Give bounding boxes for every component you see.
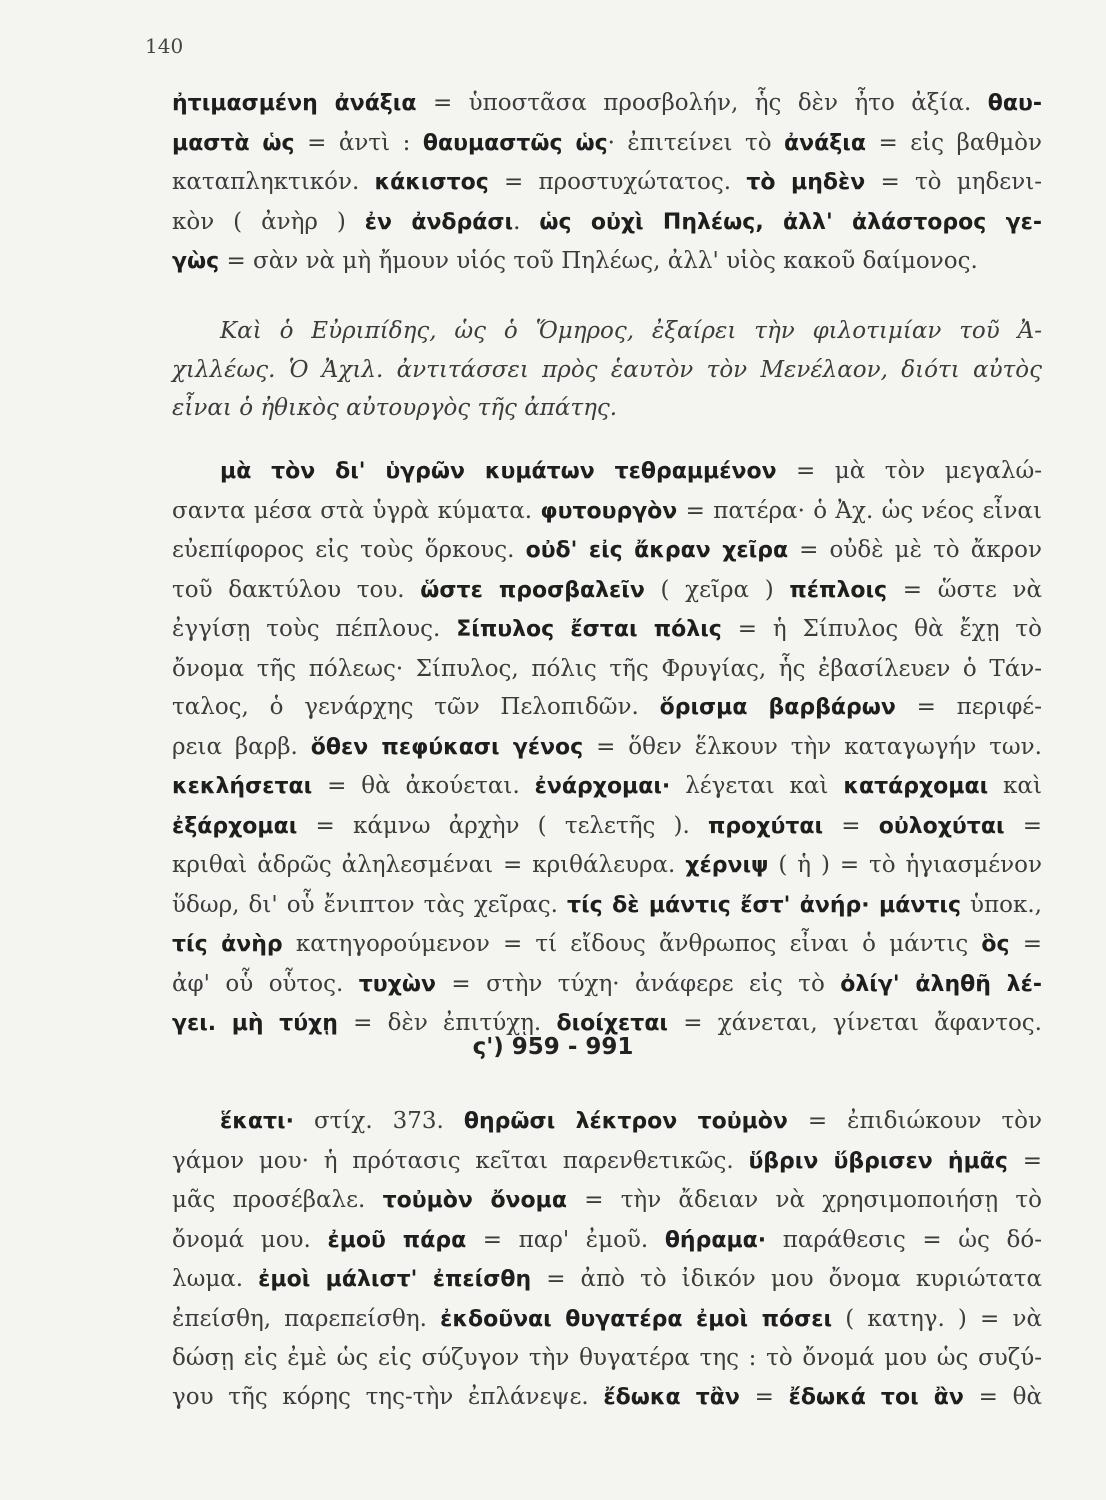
gloss-text: εὐεπίφορος εἰς τοὺς ὅρκους.: [172, 537, 526, 563]
gloss-text: ὑποκ.,: [961, 891, 1042, 918]
gloss-text: τοῦ δακτύλου του.: [172, 576, 421, 603]
gloss-text: = ἐπιδιώκουν τὸν: [787, 1108, 1043, 1134]
gloss-text: λέγεται καὶ: [670, 773, 844, 799]
lemma-term: θήραμα·: [664, 1227, 767, 1253]
section-heading: ς') 959 - 991: [472, 1034, 634, 1060]
lemma-term: ἔδωκα τἂν: [603, 1384, 740, 1410]
gloss-text: δώσῃ εἰς ἐμὲ ὡς εἰς σύζυγον τὴν θυγατέρα της : τὸ ὄνομά μου ὡς συζύ-: [172, 1345, 1042, 1371]
gloss-text: = οὐδὲ μὲ τὸ ἄκρον: [788, 537, 1042, 563]
text-line: [172, 610, 1042, 650]
lemma-term: ἐξάρχομαι: [172, 813, 298, 839]
gloss-text: κατηγορούμενον = τί εἴδους ἄνθρωπος εἶναι ὁ μάντις: [282, 931, 982, 957]
gloss-text: ρεια βαρβ.: [172, 733, 311, 760]
lemma-term: οὐδ' εἰς ἄκραν χεῖρα: [525, 538, 789, 563]
lemma-term: μὰ τὸν δι' ὑγρῶν κυμάτων τεθραμμένον: [220, 459, 777, 484]
gloss-text: = κάμνω ἀρχὴν ( τελετῆς ).: [297, 812, 709, 839]
text-line: [172, 650, 1042, 689]
lemma-term: Σίπυλος ἔσται πόλις: [456, 617, 722, 642]
lemma-term: ὕβριν ὕβρισεν ἡμᾶς: [748, 1148, 1008, 1174]
lemma-term: ὅρισμα βαρβάρων: [659, 695, 896, 720]
gloss-text: = τὸ μηδενι-: [865, 169, 1042, 195]
gloss-text: λωμα.: [172, 1266, 259, 1292]
gloss-text: ( χεῖρα ): [644, 576, 790, 603]
text-line: [172, 807, 1042, 847]
text-line: Καὶ ὁ Εὐριπίδης, ὡς ὁ Ὅμηρος, ἐξαίρει τὴν φιλοτιμίαν τοῦ Ἀ-: [220, 318, 1042, 344]
gloss-text: μᾶς προσέβαλε.: [172, 1187, 383, 1213]
gloss-text: γου τῆς κόρης της-τὴν ἐπλάνεψε.: [172, 1383, 604, 1410]
paragraph-commentary: [172, 312, 1042, 428]
text-line: [172, 846, 1042, 886]
text-line: [172, 767, 1042, 807]
text-line: [172, 1300, 1042, 1340]
lemma-term: θαυμαστῶς ὡς: [422, 130, 608, 156]
lemma-term: ἔδωκά τοι ἂν: [788, 1384, 964, 1410]
gloss-text: = ὑποστᾶσα προσβολήν, ἧς δὲν ἦτο ἀξία.: [416, 90, 988, 116]
lemma-term: διοίχεται: [556, 1011, 669, 1036]
lemma-term: ἐν ἀνδράσι: [364, 209, 514, 235]
gloss-text: = στὴν τύχη· ἀνάφερε εἰς τὸ: [435, 970, 841, 997]
text-line: [172, 886, 1042, 926]
lemma-term: τυχὼν: [358, 971, 436, 997]
gloss-text: καὶ: [988, 773, 1042, 799]
gloss-text: = περιφέ-: [895, 694, 1042, 720]
gloss-text: =: [1007, 1147, 1042, 1174]
lemma-term: μαστὰ ὡς: [172, 130, 295, 156]
gloss-text: γάμον μου· ἡ πρότασις κεῖται παρενθετικῶς.: [172, 1147, 749, 1174]
paragraph-glossary-1: [172, 84, 1042, 282]
text-line: [172, 1102, 1042, 1142]
text-line: [172, 728, 1042, 768]
gloss-text: σαντα μέσα στὰ ὑγρὰ κύματα.: [172, 497, 541, 524]
lemma-term: κεκλήσεται: [172, 774, 313, 799]
gloss-text: = παρ' ἐμοῦ.: [466, 1226, 665, 1253]
text-line: εἶναι ὁ ἠθικὸς αὐτουργὸς τῆς ἀπάτης.: [172, 395, 618, 421]
lemma-term: ἐνάρχομαι·: [534, 774, 671, 799]
gloss-text: = θὰ: [963, 1383, 1042, 1410]
gloss-text: στίχ. 373.: [293, 1108, 464, 1134]
gloss-text: = σὰν νὰ μὴ ἤμουν υἱός τοῦ Πηλέως, ἀλλ' υἱὸς κακοῦ δαίμονος.: [219, 248, 978, 274]
lemma-term: ἐμοῦ πάρα: [327, 1227, 467, 1253]
gloss-text: .: [513, 208, 540, 235]
text-line: [172, 965, 1042, 1005]
lemma-term: ὥστε προσβαλεῖν: [420, 577, 645, 603]
lemma-term: ἀνάξια: [784, 130, 866, 156]
lemma-term: ἐκδοῦναι θυγατέρα ἐμοὶ πόσει: [440, 1306, 833, 1332]
gloss-text: κριθαὶ ἁδρῶς ἀληλεσμέναι = κριθάλευρα.: [172, 852, 686, 878]
gloss-text: καταπληκτικόν.: [172, 169, 375, 195]
lemma-term: ὃς: [981, 932, 1010, 957]
text-line: [172, 124, 1042, 164]
lemma-term: πέπλοις: [789, 577, 888, 603]
lemma-term: ἠτιμασμένη ἀνάξια: [172, 91, 417, 116]
gloss-text: = εἰς βαθμὸν: [865, 129, 1042, 156]
lemma-term: ὅθεν πεφύκασι γένος: [310, 734, 584, 760]
text-line: [172, 571, 1042, 611]
gloss-text: κὸν ( ἀνὴρ ): [172, 208, 365, 235]
gloss-text: ( ἡ ) = τὸ ἡγιασμένον: [768, 852, 1042, 878]
text-line: [172, 242, 1042, 282]
text-line: [172, 1221, 1042, 1261]
gloss-text: παράθεσις = ὡς δό-: [766, 1226, 1042, 1253]
text-line: [172, 1181, 1042, 1221]
lemma-term: τίς ἀνὴρ: [172, 932, 283, 957]
lemma-term: ἕκατι·: [220, 1109, 294, 1134]
text-line: [172, 84, 1042, 124]
gloss-text: ταλος, ὁ γενάρχης τῶν Πελοπιδῶν.: [172, 694, 660, 720]
lemma-term: γει. μὴ τύχῃ: [172, 1011, 338, 1036]
gloss-text: · ἐπιτείνει τὸ: [607, 129, 785, 156]
gloss-text: ( κατηγ. ) = νὰ: [832, 1305, 1042, 1332]
text-line: [172, 492, 1042, 532]
lemma-term: οὐλοχύται: [878, 813, 1005, 839]
gloss-text: ἐγγίσῃ τοὺς πέπλους.: [172, 616, 457, 642]
gloss-text: = τὴν ἄδειαν νὰ χρησιμοποιήσῃ τὸ: [566, 1187, 1043, 1213]
gloss-text: ἐπείσθη, παρεπείσθη.: [172, 1305, 441, 1332]
gloss-text: = ἡ Σίπυλος θὰ ἔχῃ τὸ: [721, 616, 1042, 642]
text-line: [172, 1339, 1042, 1378]
text-line: [172, 688, 1042, 728]
gloss-text: ἀφ' οὗ οὗτος.: [172, 970, 359, 997]
gloss-text: =: [739, 1383, 789, 1410]
text-line: [172, 531, 1042, 571]
lemma-term: ὡς οὐχὶ Πηλέως, ἀλλ' ἀλάστορος γε-: [539, 209, 1042, 235]
lemma-term: προχύται: [708, 813, 824, 839]
lemma-term: κατάρχομαι: [843, 774, 989, 799]
lemma-term: ὀλίγ' ἀληθῆ λέ-: [840, 971, 1042, 997]
text-line: [172, 925, 1042, 965]
gloss-text: ὕδωρ, δι' οὗ ἔνιπτον τὰς χεῖρας.: [172, 891, 568, 918]
lemma-term: γὼς: [172, 249, 220, 274]
lemma-term: τὸ μηδὲν: [746, 170, 866, 195]
gloss-text: = ὥστε νὰ: [887, 576, 1042, 603]
lemma-term: φυτουργὸν: [540, 498, 678, 524]
gloss-text: = προστυχώτατος.: [488, 169, 747, 195]
gloss-text: ὄνομά μου.: [172, 1226, 328, 1253]
page-number: 140: [145, 34, 184, 58]
text-line: [172, 1260, 1042, 1300]
gloss-text: =: [1004, 812, 1042, 839]
lemma-term: τοὐμὸν ὄνομα: [382, 1188, 567, 1213]
text-line: [172, 203, 1042, 243]
gloss-text: = μὰ τὸν μεγαλώ-: [776, 458, 1042, 484]
gloss-text: ὄνομα τῆς πόλεως· Σίπυλος, πόλις τῆς Φρυγίας, ἧς ἐβασίλευεν ὁ Τάν-: [172, 655, 1042, 682]
text-line: [172, 1378, 1042, 1418]
gloss-text: =: [1009, 931, 1042, 957]
lemma-term: κάκιστος: [374, 170, 489, 195]
gloss-text: =: [823, 812, 879, 839]
gloss-text: = θὰ ἀκούεται.: [312, 773, 535, 799]
lemma-term: χέρνιψ: [685, 853, 769, 878]
gloss-text: = ἀντὶ :: [294, 129, 423, 156]
paragraph-glossary-3: [172, 1102, 1042, 1417]
text-line: χιλλέως. Ὁ Ἀχιλ. ἀντιτάσσει πρὸς ἑαυτὸν τὸν Μενέλαον, διότι αὐτὸς: [172, 356, 1042, 383]
paragraph-glossary-2: [172, 452, 1042, 1044]
gloss-text: = χάνεται, γίνεται ἄφαντος.: [668, 1010, 1042, 1036]
text-line: [172, 452, 1042, 492]
lemma-term: θηρῶσι λέκτρον τοὐμὸν: [463, 1109, 788, 1134]
lemma-term: θαυ-: [987, 91, 1042, 116]
text-line: [172, 1142, 1042, 1182]
gloss-text: = ἀπὸ τὸ ἰδικόν μου ὄνομα κυριώτατα: [531, 1266, 1042, 1292]
lemma-term: ἐμοὶ μάλιστ' ἐπείσθη: [258, 1267, 532, 1292]
gloss-text: = ὅθεν ἕλκουν τὴν καταγωγήν των.: [583, 733, 1042, 760]
text-line: [172, 163, 1042, 203]
gloss-text: = πατέρα· ὁ Ἀχ. ὡς νέος εἶναι: [677, 497, 1042, 524]
gloss-text: = δὲν ἐπιτύχῃ.: [337, 1010, 557, 1036]
lemma-term: τίς δὲ μάντις ἔστ' ἀνήρ· μάντις: [567, 892, 961, 918]
